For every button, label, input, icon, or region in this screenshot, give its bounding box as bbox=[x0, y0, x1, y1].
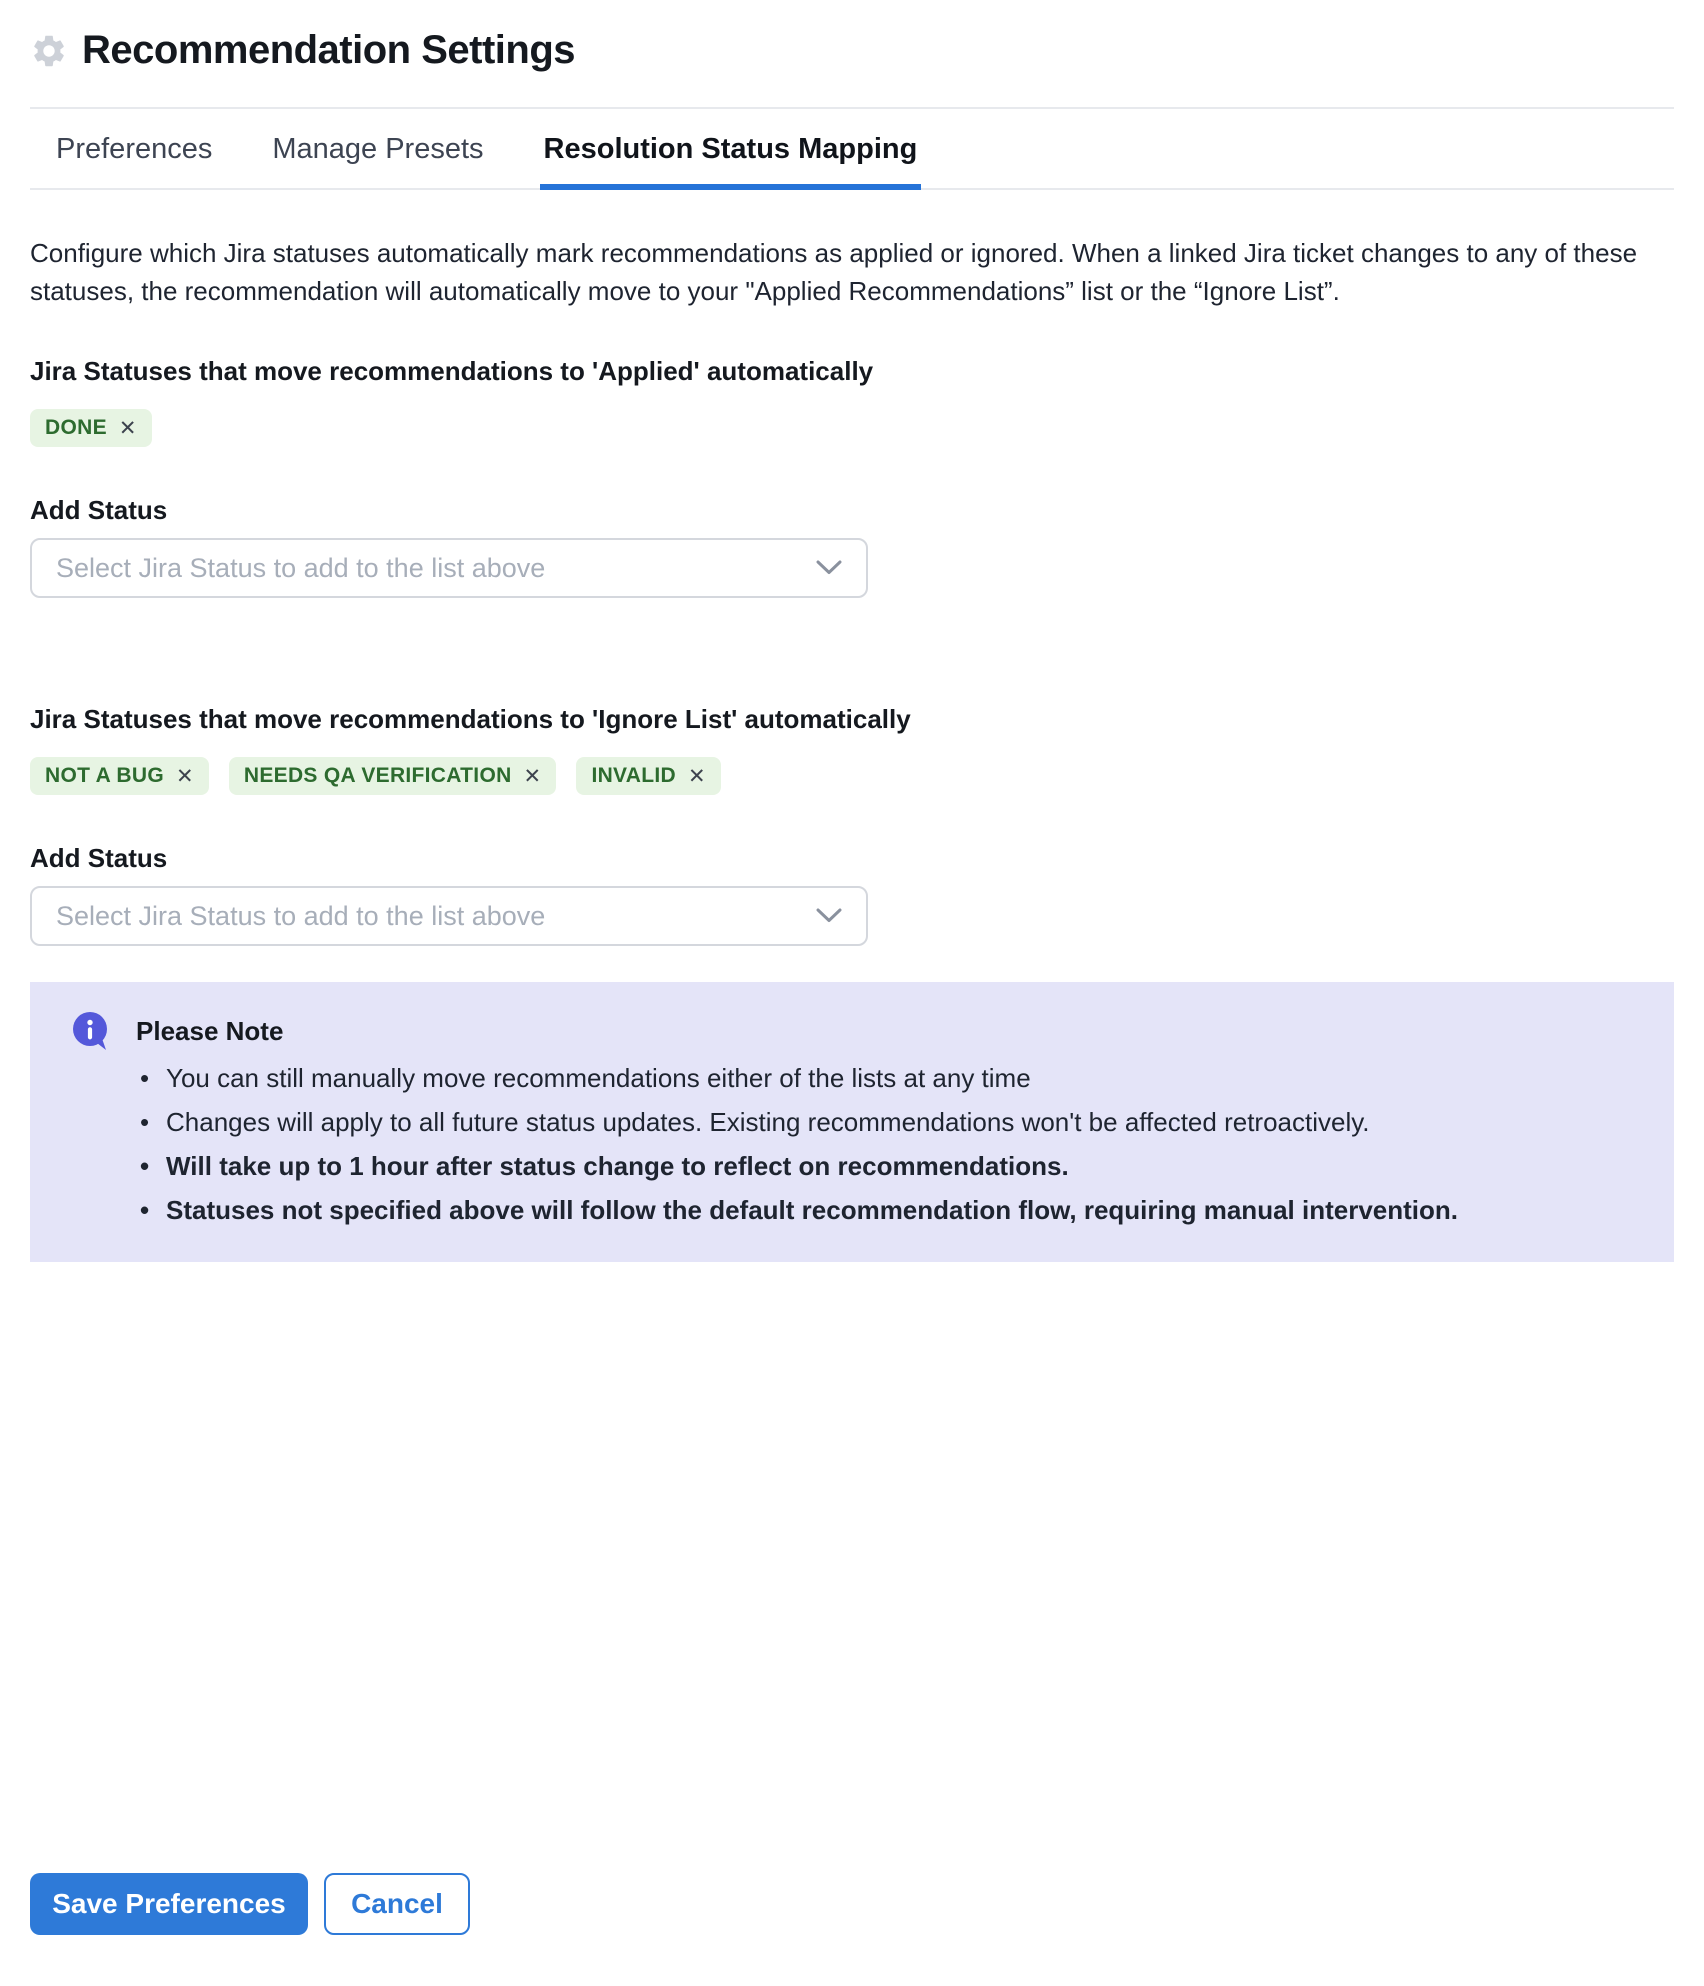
remove-tag-icon[interactable]: ✕ bbox=[523, 764, 542, 788]
footer-actions bbox=[30, 1873, 470, 1935]
applied-status-select[interactable] bbox=[30, 538, 868, 598]
please-note-box bbox=[30, 982, 1674, 1262]
note-bullet: • Statuses not specified above will follow the default recommendation flow, requiring manual intervention. bbox=[134, 1192, 1634, 1228]
status-tag-label: INVALID bbox=[591, 764, 676, 787]
page-title: Recommendation Settings bbox=[82, 28, 576, 72]
ignore-status-select[interactable] bbox=[30, 886, 868, 946]
tab-manage-presets[interactable]: Manage Presets bbox=[272, 133, 484, 165]
note-bullet: • You can still manually move recommendations either of the lists at any time bbox=[134, 1060, 1634, 1096]
status-tag-needs-qa-verification bbox=[229, 757, 557, 795]
gear-icon bbox=[30, 32, 68, 70]
remove-tag-icon[interactable]: ✕ bbox=[688, 764, 706, 788]
note-bullet: • Changes will apply to all future status updates. Existing recommendations won't be affected retroactively. bbox=[134, 1104, 1634, 1140]
remove-tag-icon[interactable]: ✕ bbox=[118, 416, 137, 440]
chevron-down-icon bbox=[816, 908, 842, 924]
chevron-down-icon bbox=[816, 560, 842, 576]
status-tag-not-a-bug bbox=[30, 757, 209, 795]
ignore-tag-row bbox=[30, 757, 1674, 795]
page-description: Configure which Jira statuses automatically mark recommendations as applied or ignored. When a linked Jira ticket changes to any of these statuses, the recommendation will automatically move to your "Applied Recommendations” list or the “Ignore List”. bbox=[30, 238, 1638, 306]
status-tag-label: NEEDS QA VERIFICATION bbox=[243, 764, 512, 787]
status-tag-done bbox=[30, 409, 152, 447]
note-bullet: • Will take up to 1 hour after status change to reflect on recommendations. bbox=[134, 1148, 1634, 1184]
select-placeholder: Select Jira Status to add to the list above bbox=[56, 900, 546, 931]
status-tag-label: DONE bbox=[45, 416, 107, 439]
ignore-section-heading: Jira Statuses that move recommendations to 'Ignore List' automatically bbox=[30, 704, 911, 734]
remove-tag-icon[interactable]: ✕ bbox=[175, 764, 194, 788]
ignore-add-status-label: Add Status bbox=[30, 843, 168, 873]
tab-resolution-status-mapping[interactable]: Resolution Status Mapping bbox=[540, 109, 922, 190]
note-bullet-list bbox=[70, 1060, 1634, 1228]
tab-bar bbox=[30, 109, 1674, 190]
page-header bbox=[30, 0, 1674, 73]
info-bubble-icon bbox=[70, 1010, 112, 1052]
applied-add-status-label: Add Status bbox=[30, 495, 168, 525]
applied-section-heading: Jira Statuses that move recommendations to 'Applied' automatically bbox=[30, 356, 874, 386]
tab-preferences[interactable]: Preferences bbox=[56, 133, 213, 165]
status-tag-label: NOT A BUG bbox=[45, 764, 164, 787]
save-preferences-button[interactable]: Save Preferences bbox=[30, 1873, 308, 1935]
applied-tag-row bbox=[30, 409, 1674, 447]
cancel-button[interactable]: Cancel bbox=[324, 1873, 470, 1935]
status-tag-invalid bbox=[576, 757, 720, 795]
note-title: Please Note bbox=[136, 1015, 284, 1046]
select-placeholder: Select Jira Status to add to the list above bbox=[56, 552, 546, 583]
